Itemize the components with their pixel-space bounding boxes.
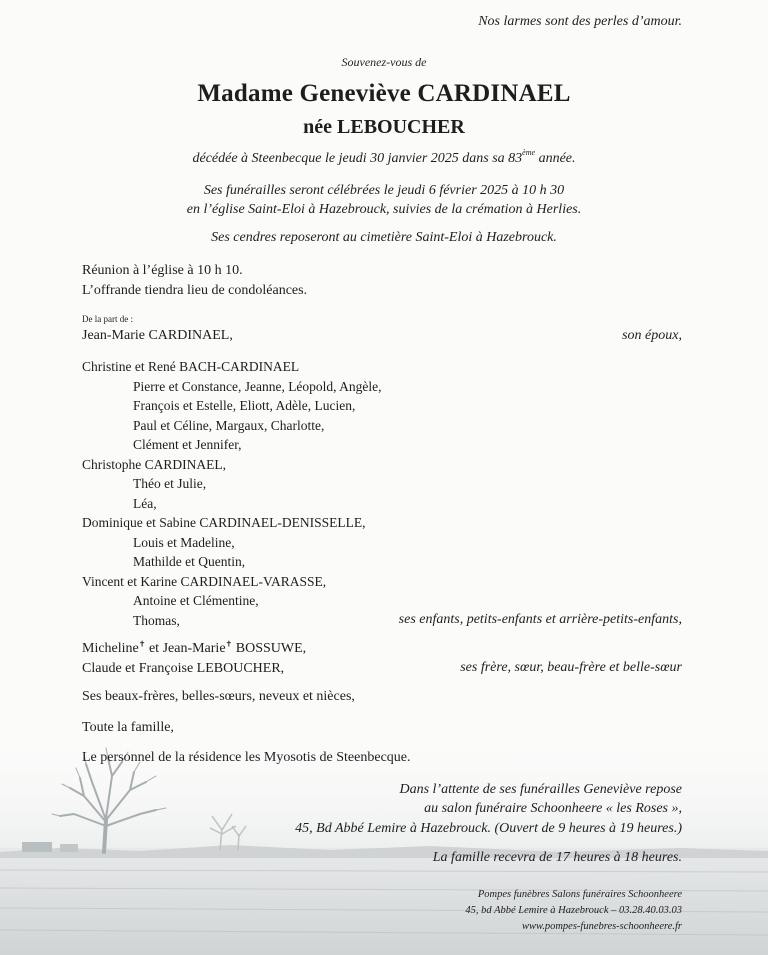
reception-line: La famille recevra de 17 heures à 18 heures. — [432, 850, 682, 865]
grandchildren-line: Théo et Julie, — [133, 476, 207, 491]
sibling-name: Micheline — [82, 641, 139, 656]
grandchildren-line: Clément et Jennifer, — [133, 437, 242, 452]
grandchildren-line: Thomas, — [133, 613, 180, 628]
epigraph: Nos larmes sont des perles d’amour. — [478, 14, 682, 29]
in-laws-line: Ses beaux-frères, belles-sœurs, neveux et nièces, — [82, 689, 355, 704]
death-suffix: année. — [535, 151, 576, 166]
spouse-name: Jean-Marie CARDINAEL, — [82, 328, 233, 343]
death-notice — [0, 148, 768, 167]
sibling-claude: Claude et Françoise LEBOUCHER, — [82, 661, 285, 676]
rest-line-2: au salon funéraire Schoonheere « les Roses », — [424, 801, 682, 816]
family-line: Toute la famille, — [82, 720, 174, 735]
grandchildren-line: Paul et Céline, Margaux, Charlotte, — [133, 418, 325, 433]
staff-line: Le personnel de la résidence les Myosotis de Steenbecque. — [82, 750, 411, 765]
grandchildren-line: Antoine et Clémentine, — [133, 593, 259, 608]
maiden-name: née LEBOUCHER — [303, 116, 465, 138]
spouse-relation: son époux, — [622, 328, 682, 343]
meeting-line-2: L’offrande tiendra lieu de condoléances. — [82, 283, 308, 298]
death-text: décédée à Steenbecque le jeudi 30 janvier 2025 dans sa 83 — [192, 151, 523, 166]
meeting-line-1: Réunion à l’église à 10 h 10. — [82, 263, 243, 278]
funeral-home-address: 45, bd Abbé Lemire à Hazebrouck – 03.28.40.03.03 — [465, 905, 682, 916]
funeral-line-2: en l’église Saint-Eloi à Hazebrouck, suivies de la crémation à Herlies. — [186, 202, 582, 217]
child-vincent: Vincent et Karine CARDINAEL-VARASSE, — [82, 574, 327, 589]
rest-line-3: 45, Bd Abbé Lemire à Hazebrouck. (Ouvert de 9 heures à 19 heures.) — [295, 821, 682, 836]
grandchildren-line: Mathilde et Quentin, — [133, 554, 246, 569]
deceased-name: Madame Geneviève CARDINAEL — [197, 80, 571, 107]
sibling-surname: BOSSUWE, — [232, 641, 307, 656]
grandchildren-line: Léa, — [133, 496, 157, 511]
grandchildren-line: Pierre et Constance, Jeanne, Léopold, Angèle, — [133, 379, 382, 394]
rest-line-1: Dans l’attente de ses funérailles Geneviève repose — [399, 782, 682, 797]
grandchildren-line: François et Estelle, Eliott, Adèle, Lucien, — [133, 398, 356, 413]
death-ordinal: ème — [522, 148, 536, 158]
child-christophe: Christophe CARDINAEL, — [82, 457, 226, 472]
intro-line: Souvenez-vous de — [341, 55, 427, 69]
deceased-cross-icon: ✝ — [138, 639, 146, 649]
children-relation: ses enfants, petits-enfants et arrière-petits-enfants, — [398, 612, 682, 627]
deceased-cross-icon: ✝ — [225, 639, 233, 649]
ashes-line: Ses cendres reposeront au cimetière Saint-Eloi à Hazebrouck. — [211, 230, 557, 245]
from-label: De la part de : — [82, 314, 133, 324]
funeral-line-1: Ses funérailles seront célébrées le jeudi 6 février 2025 à 10 h 30 — [203, 183, 565, 198]
child-christine: Christine et René BACH-CARDINAEL — [82, 359, 300, 374]
child-dominique: Dominique et Sabine CARDINAEL-DENISSELLE, — [82, 515, 366, 530]
funeral-home-website: www.pompes-funebres-schoonheere.fr — [521, 921, 682, 932]
grandchildren-line: Louis et Madeline, — [133, 535, 235, 550]
sibling-micheline — [82, 641, 306, 657]
sibling-name: et Jean-Marie — [145, 641, 226, 656]
funeral-home-name: Pompes funèbres Salons funéraires Schoonheere — [477, 889, 682, 900]
siblings-relation: ses frère, sœur, beau-frère et belle-sœur — [460, 660, 682, 675]
